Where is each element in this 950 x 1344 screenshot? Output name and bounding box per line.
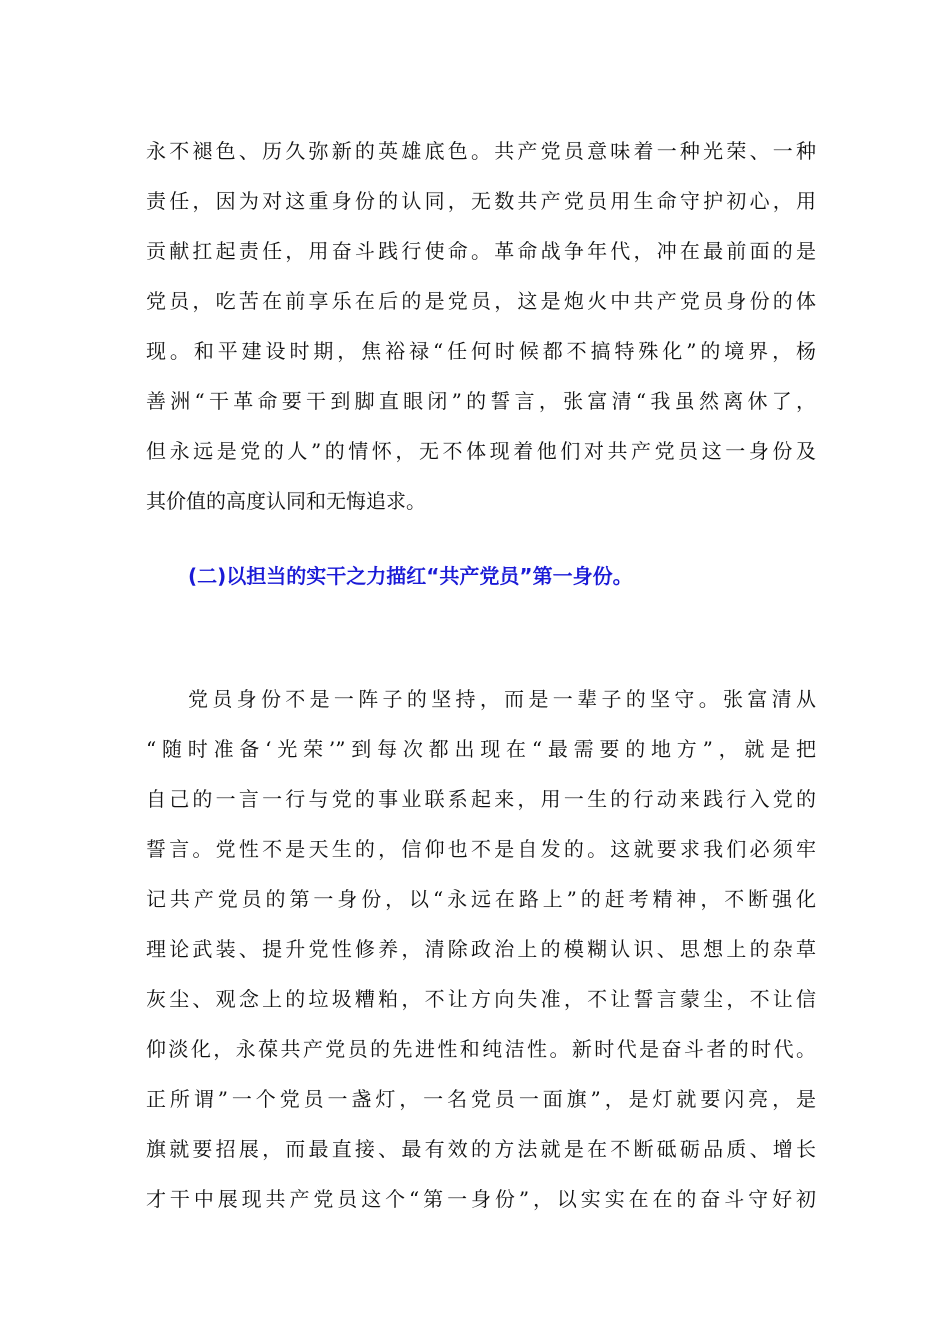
paragraph-line: 仰淡化，永葆共产党员的先进性和纯洁性。新时代是奋斗者的时代。 [146,1037,816,1061]
paragraph-line: 贡献扛起责任，用奋斗践行使命。革命战争年代，冲在最前面的是 [146,239,816,263]
paragraph-line: 永不褪色、历久弥新的英雄底色。共产党员意味着一种光荣、一种 [146,139,816,163]
paragraph-line: 才干中展现共产党员这个“第一身份”，以实实在在的奋斗守好初 [146,1187,816,1211]
paragraph-line: 旗就要招展，而最直接、最有效的方法就是在不断砥砺品质、增长 [146,1137,816,1161]
paragraph-line: 正所谓”一个党员一盏灯，一名党员一面旗”，是灯就要闪亮，是 [146,1087,816,1111]
paragraph-line: 党员，吃苦在前享乐在后的是党员，这是炮火中共产党员身份的体 [146,289,816,313]
paragraph-line: 灰尘、观念上的垃圾糟粕，不让方向失准，不让誓言蒙尘，不让信 [146,987,816,1011]
paragraph-line: 善洲“干革命要干到脚直眼闭”的誓言，张富清“我虽然离休了， [146,389,816,413]
section-heading: (二)以担当的实干之力描红“共产党员”第一身份。 [188,564,633,588]
paragraph-line: 记共产党员的第一身份，以“永远在路上”的赶考精神，不断强化 [146,887,816,911]
paragraph-line: “随时准备‘光荣’”到每次都出现在“最需要的地方”，就是把 [146,737,816,761]
body-paragraph-1 [146,126,816,526]
paragraph-line: 现。和平建设时期，焦裕禄“任何时候都不搞特殊化”的境界，杨 [146,339,816,363]
paragraph-line: 自己的一言一行与党的事业联系起来，用一生的行动来践行入党的 [146,787,816,811]
paragraph-line: 责任，因为对这重身份的认同，无数共产党员用生命守护初心，用 [146,189,816,213]
paragraph-line: 理论武装、提升党性修养，清除政治上的模糊认识、思想上的杂草 [146,937,816,961]
paragraph-line: 但永远是党的人”的情怀，无不体现着他们对共产党员这一身份及 [146,439,816,463]
body-paragraph-2 [146,674,816,1224]
paragraph-line: 其价值的高度认同和无悔追求。 [146,489,426,513]
paragraph-line-indented: 党员身份不是一阵子的坚持，而是一辈子的坚守。张富清从 [188,687,816,711]
paragraph-line: 誓言。党性不是天生的，信仰也不是自发的。这就要求我们必须牢 [146,837,816,861]
